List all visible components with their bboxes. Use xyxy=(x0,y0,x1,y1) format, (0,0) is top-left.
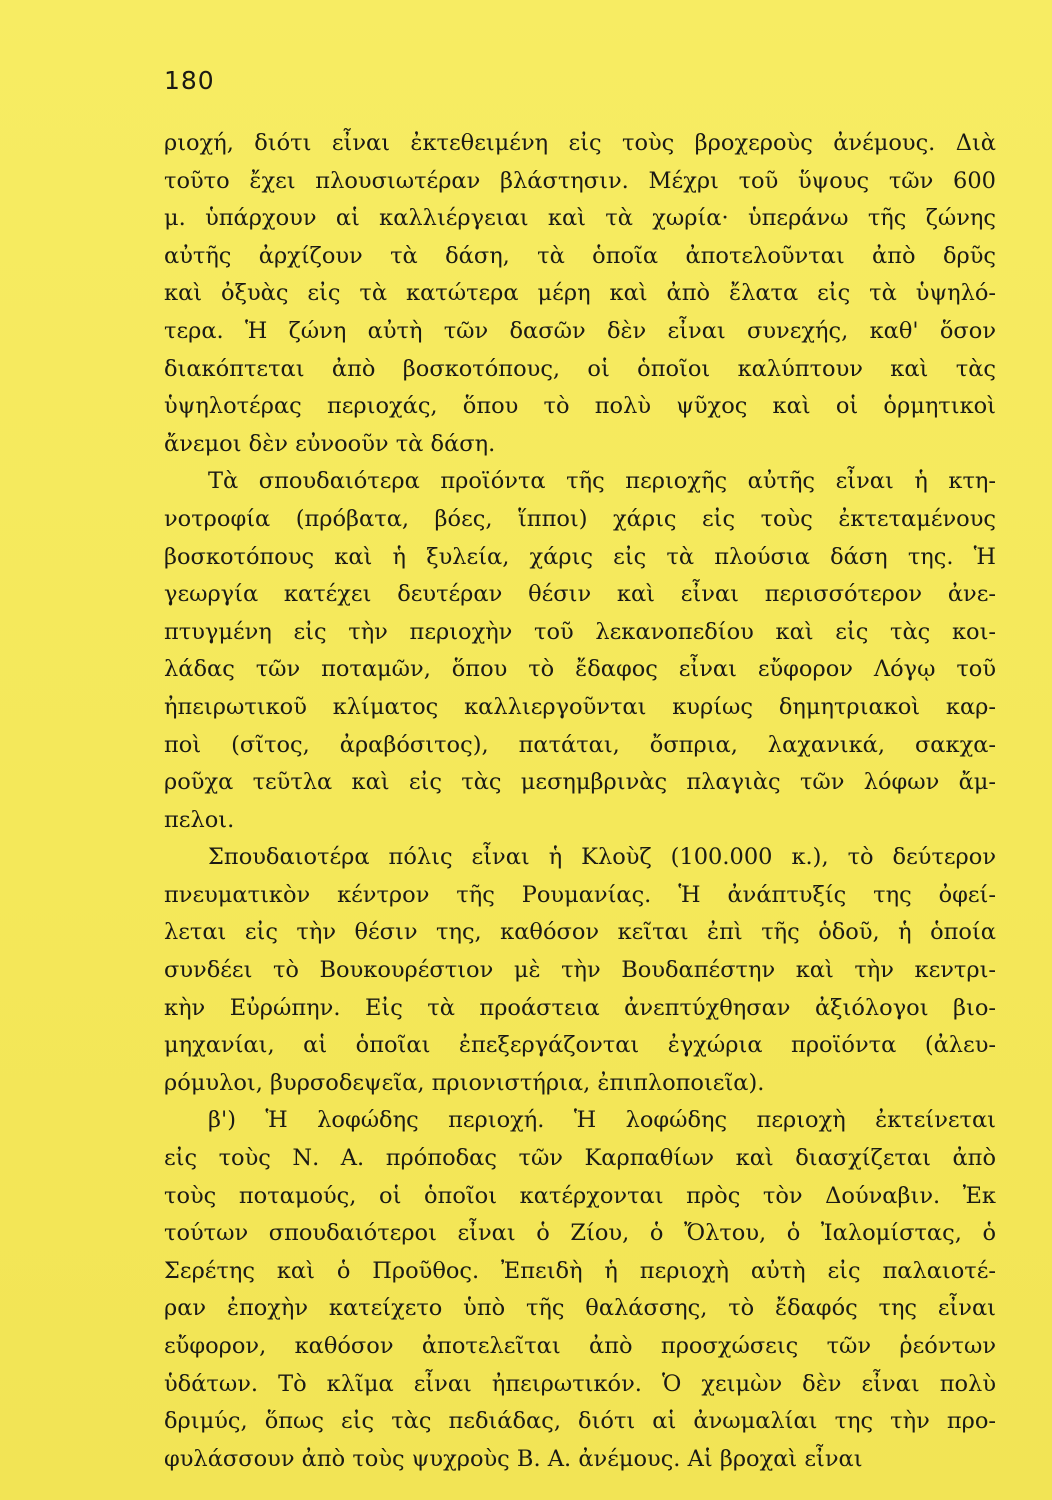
text-line: διακόπτεται ἀπὸ βοσκοτόπους, οἱ ὁποῖοι καλύπτουν καὶ τὰς xyxy=(164,355,996,382)
text-line: νοτροφία (πρόβατα, βόες, ἵπποι) χάρις εἰς τοὺς ἐκτεταμένους xyxy=(164,505,996,532)
text-line: πτυγμένη εἰς τὴν περιοχὴν τοῦ λεκανοπεδίου καὶ εἰς τὰς κοι- xyxy=(164,618,996,645)
text-line: ριοχή, διότι εἶναι ἐκτεθειμένη εἰς τοὺς βροχεροὺς ἀνέμους. Διὰ xyxy=(164,130,996,156)
text-line: β') Ἡ λοφώδης περιοχή. Ἡ λοφώδης περιοχὴ ἐκτείνεται xyxy=(208,1107,996,1134)
text-line: κὴν Εὐρώπην. Εἰς τὰ προάστεια ἀνεπτύχθησαν ἀξιόλογοι βιο- xyxy=(164,994,996,1021)
text-line: τοῦτο ἔχει πλουσιωτέραν βλάστησιν. Μέχρι τοῦ ὕψους τῶν 600 xyxy=(164,167,996,194)
text-line: συνδέει τὸ Βουκουρέστιον μὲ τὴν Βουδαπέστην καὶ τὴν κεντρι- xyxy=(164,957,996,984)
text-line: μ. ὑπάρχουν αἱ καλλιέργειαι καὶ τὰ χωρία· ὑπεράνω τῆς ζώνης xyxy=(164,205,996,232)
paragraph xyxy=(164,463,996,839)
text-line: Σπουδαιοτέρα πόλις εἶναι ἡ Κλοὺζ (100.000 κ.), τὸ δεύτερον xyxy=(208,844,996,871)
text-line: ἄνεμοι δὲν εὐνοοῦν τὰ δάση. xyxy=(164,430,496,457)
text-line: δριμύς, ὅπως εἰς τὰς πεδιάδας, διότι αἱ ἀνωμαλίαι της τὴν προ- xyxy=(164,1408,996,1435)
text-line: Τὰ σπουδαιότερα προϊόντα τῆς περιοχῆς αὐτῆς εἶναι ἡ κτη- xyxy=(208,468,996,495)
text-line: εὔφορον, καθόσον ἀποτελεῖται ἀπὸ προσχώσεις τῶν ῥεόντων xyxy=(164,1333,996,1359)
text-line: ὑδάτων. Τὸ κλῖμα εἶναι ἠπειρωτικόν. Ὁ χειμὼν δὲν εἶναι πολὺ xyxy=(164,1370,996,1397)
paragraph xyxy=(164,125,996,463)
text-line: ροῦχα τεῦτλα καὶ εἰς τὰς μεσημβρινὰς πλαγιὰς τῶν λόφων ἄμ- xyxy=(164,769,996,796)
paragraph xyxy=(164,839,996,1102)
text-line: αὐτῆς ἀρχίζουν τὰ δάση, τὰ ὁποῖα ἀποτελοῦνται ἀπὸ δρῦς xyxy=(164,242,996,269)
text-line: ποὶ (σῖτος, ἀραβόσιτος), πατάται, ὄσπρια, λαχανικά, σακχα- xyxy=(164,731,996,758)
text-line: Σερέτης καὶ ὁ Προῦθος. Ἐπειδὴ ἡ περιοχὴ αὐτὴ εἰς παλαιοτέ- xyxy=(164,1257,996,1284)
text-line: καὶ ὀξυὰς εἰς τὰ κατώτερα μέρη καὶ ἀπὸ ἔλατα εἰς τὰ ὑψηλό- xyxy=(164,280,996,307)
text-line: λάδας τῶν ποταμῶν, ὅπου τὸ ἔδαφος εἶναι εὔφορον Λόγῳ τοῦ xyxy=(164,656,996,683)
text-line: εἰς τοὺς Ν. Α. πρόποδας τῶν Καρπαθίων καὶ διασχίζεται ἀπὸ xyxy=(164,1145,996,1172)
text-line: τούτων σπουδαιότεροι εἶναι ὁ Ζίου, ὁ Ὄλτου, ὁ Ἰαλομίστας, ὁ xyxy=(164,1220,996,1247)
text-line: μηχανίαι, αἱ ὁποῖαι ἐπεξεργάζονται ἐγχώρια προϊόντα (ἀλευ- xyxy=(164,1032,996,1059)
text-line: πνευματικὸν κέντρον τῆς Ρουμανίας. Ἡ ἀνάπτυξίς της ὀφεί- xyxy=(164,881,996,908)
text-line: τοὺς ποταμούς, οἱ ὁποῖοι κατέρχονται πρὸς τὸν Δούναβιν. Ἐκ xyxy=(164,1182,996,1209)
page-number: 180 xyxy=(164,66,215,95)
text-line: λεται εἰς τὴν θέσιν της, καθόσον κεῖται ἐπὶ τῆς ὁδοῦ, ἡ ὁποία xyxy=(164,919,996,946)
text-line: ραν ἐποχὴν κατείχετο ὑπὸ τῆς θαλάσσης, τὸ ἔδαφός της εἶναι xyxy=(164,1295,996,1322)
text-line: πελοι. xyxy=(164,806,235,833)
paragraph xyxy=(164,1102,996,1478)
body-text xyxy=(164,125,996,1478)
text-line: τερα. Ἡ ζώνη αὐτὴ τῶν δασῶν δὲν εἶναι συνεχής, καθ' ὅσον xyxy=(164,317,996,344)
text-line: βοσκοτόπους καὶ ἡ ξυλεία, χάρις εἰς τὰ πλούσια δάση της. Ἡ xyxy=(164,543,996,570)
text-line: φυλάσσουν ἀπὸ τοὺς ψυχροὺς Β. Α. ἀνέμους. Αἱ βροχαὶ εἶναι xyxy=(164,1445,863,1472)
text-line: ἠπειρωτικοῦ κλίματος καλλιεργοῦνται κυρίως δημητριακοὶ καρ- xyxy=(164,693,996,720)
text-line: ρόμυλοι, βυρσοδεψεῖα, πριονιστήρια, ἐπιπλοποιεῖα). xyxy=(164,1069,765,1096)
text-line: γεωργία κατέχει δευτέραν θέσιν καὶ εἶναι περισσότερον ἀνε- xyxy=(164,581,996,608)
text-line: ὑψηλοτέρας περιοχάς, ὅπου τὸ πολὺ ψῦχος καὶ οἱ ὁρμητικοὶ xyxy=(164,393,996,420)
